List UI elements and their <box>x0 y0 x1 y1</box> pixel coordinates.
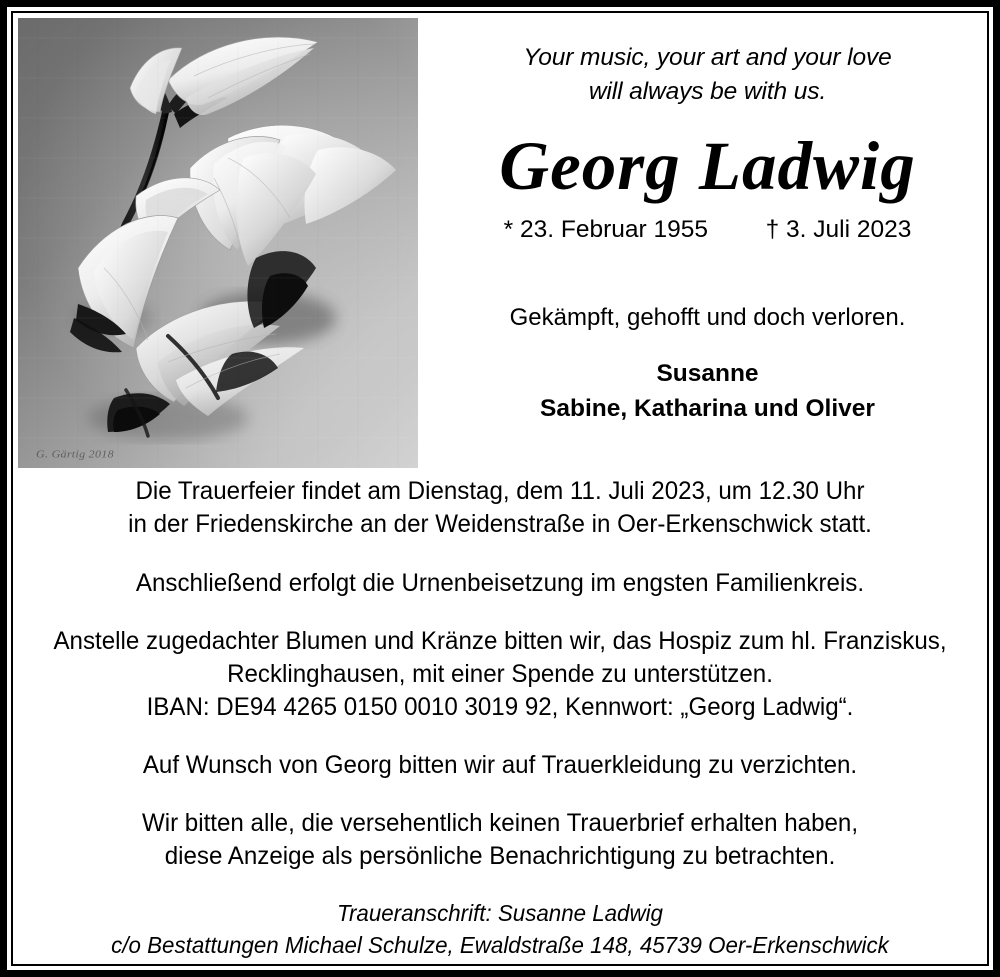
notice-sheet <box>13 13 987 964</box>
lament-line: Gekämpft, gehofft und doch verloren. <box>509 303 906 331</box>
birth-date: 23. Februar 1955 <box>520 215 708 243</box>
magnolia-artwork <box>18 18 418 468</box>
paragraph-donation <box>30 625 970 725</box>
epigraph-line-2: will always be with us. <box>588 77 827 105</box>
paragraph-burial <box>30 567 970 600</box>
paragraph-line: Wir bitten alle, die versehentlich keinen Trauerbrief erhalten haben, <box>141 808 859 837</box>
address-line-2: c/o Bestattungen Michael Schulze, Ewaldstraße 148, 45739 Oer-Erkenschwick <box>111 932 889 959</box>
paragraph-line: Auf Wunsch von Georg bitten wir auf Trauerkleidung zu verzichten. <box>142 750 858 779</box>
paragraph-service <box>30 475 970 542</box>
paragraph-dresscode <box>30 749 970 782</box>
birth-symbol: * <box>503 215 514 243</box>
survivor-line-1: Susanne <box>656 360 759 388</box>
notice-header-area <box>13 13 987 475</box>
paragraph-notification <box>30 807 970 874</box>
life-dates <box>428 215 987 244</box>
address-line-1: Traueranschrift: Susanne Ladwig <box>337 900 663 927</box>
paragraph-line: Anschließend erfolgt die Urnenbeisetzung im engsten Familienkreis. <box>135 568 865 597</box>
death-date: 3. Juli 2023 <box>786 215 912 243</box>
epigraph <box>428 41 987 109</box>
paragraph-line: diese Anzeige als persönliche Benachrichtigung zu betrachten. <box>164 842 836 870</box>
survivor-line-2: Sabine, Katharina und Oliver <box>540 394 875 422</box>
artwork-signature: G. Gärtig 2018 <box>36 448 114 461</box>
death-symbol: † <box>765 215 780 243</box>
survivors <box>428 357 987 427</box>
notice-body <box>13 475 987 962</box>
paragraph-line: in der Friedenskirche an der Weidenstraße in Oer-Erkenschwick statt. <box>128 510 872 539</box>
notice-heading-column <box>428 13 987 475</box>
paragraph-line: Recklinghausen, mit einer Spende zu unterstützen. <box>227 660 773 688</box>
paragraph-line: Anstelle zugedachter Blumen und Kränze bitten wir, das Hospiz zum hl. Franziskus, <box>53 626 947 655</box>
epigraph-line-1: Your music, your art and your love <box>523 44 892 71</box>
mourning-address <box>37 898 962 962</box>
paragraph-line: Die Trauerfeier findet am Dienstag, dem 11. Juli 2023, um 12.30 Uhr <box>135 477 865 505</box>
donation-iban-line: IBAN: DE94 4265 0150 0010 3019 92, Kennwort: „Georg Ladwig“. <box>146 693 854 722</box>
deceased-name: Georg Ladwig <box>499 127 916 204</box>
